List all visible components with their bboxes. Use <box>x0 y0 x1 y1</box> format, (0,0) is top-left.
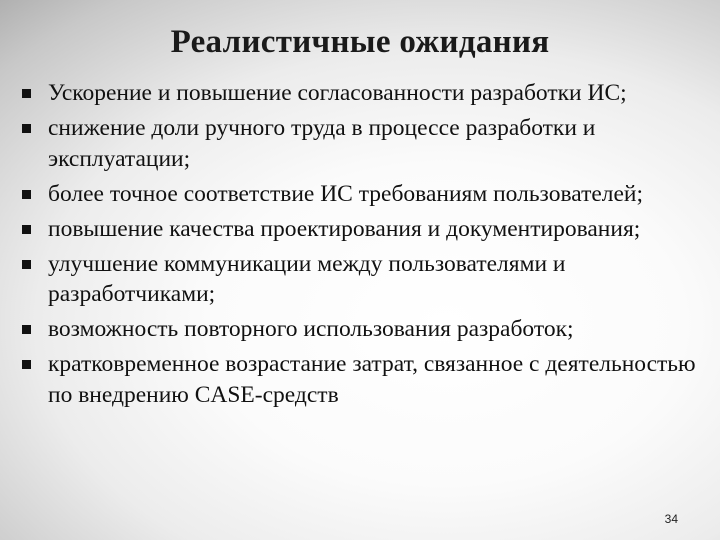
bullet-item <box>0 349 720 410</box>
square-bullet-icon <box>22 89 31 98</box>
square-bullet-icon <box>22 190 31 199</box>
bullet-item <box>0 113 720 174</box>
bullet-text: улучшение коммуникации между пользователями и разработчиками; <box>48 250 566 307</box>
bullet-item <box>0 78 720 109</box>
bullet-text: кратковременное возрастание затрат, связанное с деятельностью по внедрению CASE-средств <box>48 351 696 408</box>
square-bullet-icon <box>22 325 31 334</box>
slide-title: Реалистичные ожидания <box>170 24 550 60</box>
square-bullet-icon <box>22 124 31 133</box>
bullet-text: более точное соответствие ИС требованиям пользователей; <box>48 180 644 207</box>
square-bullet-icon <box>22 225 31 234</box>
bullet-text: снижение доли ручного труда в процессе разработки и эксплуатации; <box>48 115 596 172</box>
square-bullet-icon <box>22 260 31 269</box>
bullet-item <box>0 179 720 210</box>
bullet-text: Ускорение и повышение согласованности разработки ИС; <box>48 80 627 106</box>
bullet-text: повышение качества проектирования и документирования; <box>48 215 641 242</box>
bullet-text: возможность повторного использования разработок; <box>48 316 574 342</box>
bullet-item <box>0 214 720 245</box>
bullet-item <box>0 249 720 310</box>
square-bullet-icon <box>22 360 31 369</box>
bullet-item <box>0 314 720 345</box>
page-number: 34 <box>664 512 678 526</box>
bullet-list <box>0 78 720 415</box>
